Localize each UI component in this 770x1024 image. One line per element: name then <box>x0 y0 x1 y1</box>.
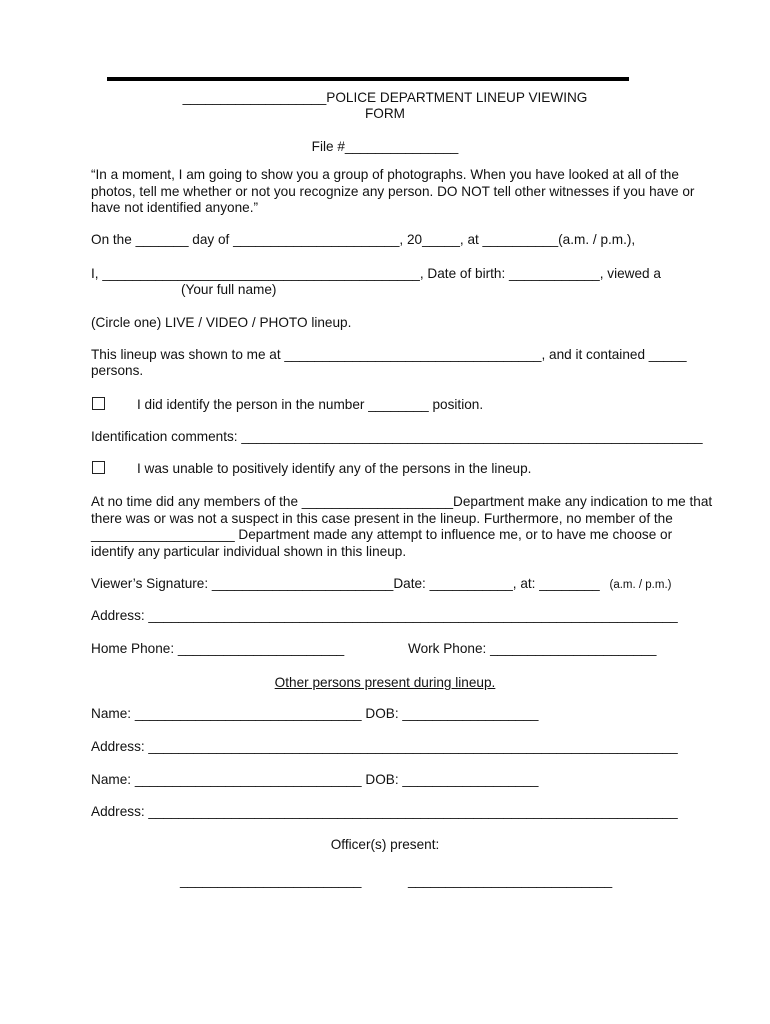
signature-date-time-field: Viewer’s Signature: ________________________Date: ___________, at: ________ <box>91 576 600 591</box>
file-number-field[interactable]: File #_______________ <box>311 139 459 154</box>
home-phone-field[interactable]: Home Phone: ______________________ <box>91 641 345 656</box>
other-person-1-name-dob[interactable]: Name: ______________________________ DOB: __________________ <box>91 706 539 721</box>
officers-present-label: Officer(s) present: <box>330 837 440 852</box>
work-phone-field[interactable]: Work Phone: ______________________ <box>408 641 657 656</box>
viewer-signature-line[interactable] <box>91 576 671 593</box>
form-title-line2: FORM <box>364 106 406 121</box>
intro-statement: “In a moment, I am going to show you a group of photographs. When you have looked at all of the photos, tell me whether or not you recognize any person. DO NOT tell other witnesses if you have or have not identified anyone.” <box>91 167 695 215</box>
lineup-type-line[interactable]: (Circle one) LIVE / VIDEO / PHOTO lineup. <box>91 315 352 330</box>
identified-label: I did identify the person in the number ________ position. <box>137 397 484 412</box>
location-line[interactable]: This lineup was shown to me at __________________________________, and it contained _____ <box>91 347 687 362</box>
viewer-name-dob-line[interactable]: I, __________________________________________, Date of birth: ____________, viewed a <box>91 266 661 281</box>
top-rule <box>107 77 629 81</box>
identified-checkbox[interactable] <box>92 397 105 410</box>
certification-text: At no time did any members of the ____________________Department make any indication to me that there was or was not a suspect in this case present in the lineup. Furthermore, no member of the ___________________ Department made any attempt to influence me, or to have me choose or identify any particular individual shown in this lineup. <box>91 494 713 559</box>
officer-signature-1[interactable]: ________________________ <box>180 873 362 888</box>
form-title-line1: ___________________POLICE DEPARTMENT LINEUP VIEWING <box>182 90 588 105</box>
viewer-address-field[interactable]: Address: ______________________________________________________________________ <box>91 608 678 623</box>
other-persons-heading: Other persons present during lineup. <box>274 675 496 690</box>
other-person-2-name-dob[interactable]: Name: ______________________________ DOB: __________________ <box>91 772 539 787</box>
other-person-1-address[interactable]: Address: ______________________________________________________________________ <box>91 739 678 754</box>
not-identified-checkbox[interactable] <box>92 461 105 474</box>
full-name-hint: (Your full name) <box>181 282 277 297</box>
not-identified-label: I was unable to positively identify any of the persons in the lineup. <box>137 461 532 476</box>
ampm-label: (a.m. / p.m.) <box>609 579 672 591</box>
other-person-2-address[interactable]: Address: ______________________________________________________________________ <box>91 804 678 819</box>
officer-signature-2[interactable]: ___________________________ <box>408 873 613 888</box>
identification-comments-field[interactable]: Identification comments: _____________________________________________________________ <box>91 429 703 444</box>
location-line-cont: persons. <box>91 363 144 378</box>
date-time-line[interactable]: On the _______ day of ______________________, 20_____, at __________(a.m. / p.m.), <box>91 232 636 247</box>
